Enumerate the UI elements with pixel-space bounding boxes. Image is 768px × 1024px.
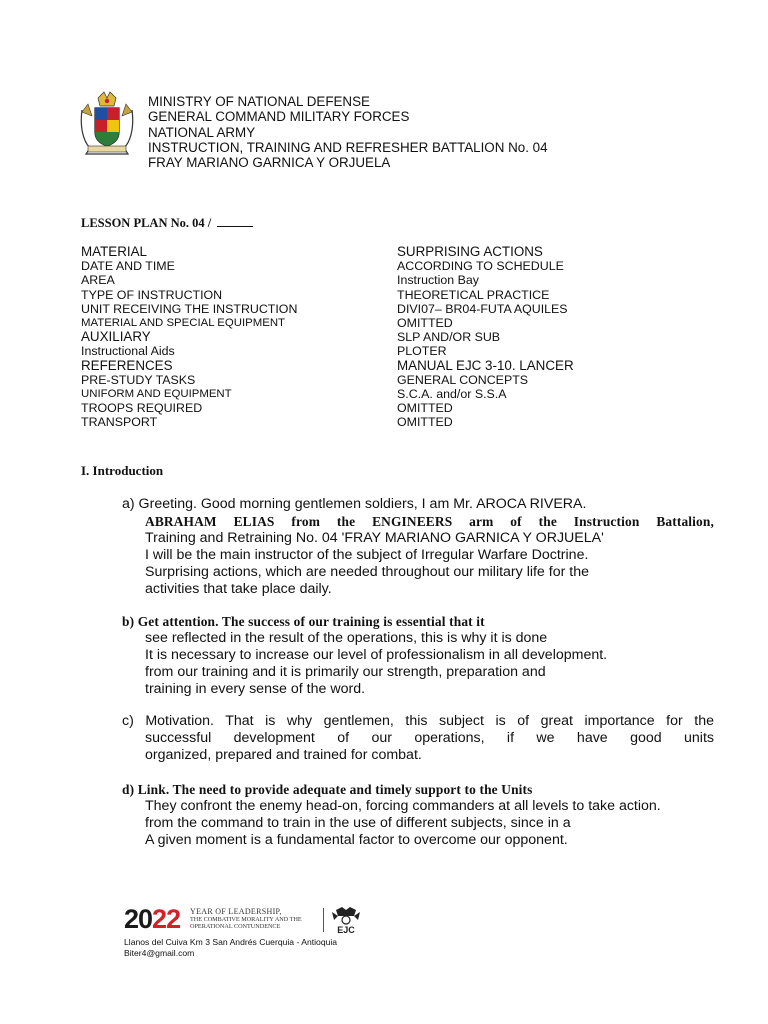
detail-value: PLOTER [397, 344, 447, 359]
detail-row [81, 344, 701, 358]
paragraph-line: It is necessary to increase our level of professionalism in all development. [145, 647, 608, 663]
detail-value: SURPRISING ACTIONS [397, 244, 543, 259]
detail-row [81, 373, 701, 387]
detail-row [81, 387, 701, 401]
paragraph-line: They confront the enemy head-on, forcing commanders at all levels to take action. [145, 798, 661, 814]
detail-label: DATE AND TIME [81, 259, 175, 274]
paragraph-greeting [122, 496, 714, 598]
army-line: NATIONAL ARMY [148, 124, 256, 140]
paragraph-line: A given moment is a fundamental factor to overcome our opponent. [145, 832, 568, 848]
detail-label: PRE-STUDY TASKS [81, 372, 196, 387]
detail-value: DIVI07– BR04-FUTA AQUILES [397, 301, 568, 316]
paragraph-line: d) Link. The need to provide adequate and timely support to the Units [122, 782, 533, 797]
detail-row [81, 415, 701, 429]
lesson-details-table [81, 245, 701, 429]
detail-value: MANUAL EJC 3-10. LANCER [397, 357, 574, 373]
paragraph-line: see reflected in the result of the operations, this is why it is done [145, 630, 548, 646]
detail-label: Instructional Aids [81, 344, 175, 359]
year-suffix: 22 [152, 904, 181, 934]
paragraph-motivation [122, 713, 714, 764]
detail-row [81, 245, 701, 259]
letterhead [148, 94, 548, 170]
paragraph-line: from our training and it is primarily our strength, preparation and [145, 664, 546, 680]
detail-value: S.C.A. and/or S.S.A [397, 386, 507, 401]
paragraph-line: Training and Retraining No. 04 'FRAY MARIANO GARNICA Y ORJUELA' [145, 530, 604, 546]
paragraph-line: training in every sense of the word. [145, 681, 366, 697]
year-2022-logo [124, 904, 180, 934]
paragraph-line: Surprising actions, which are needed throughout our military life for the [145, 564, 589, 580]
detail-label: MATERIAL AND SPECIAL EQUIPMENT [81, 316, 286, 329]
paragraph-link [122, 781, 714, 849]
detail-label: MATERIAL [81, 244, 147, 259]
paragraph-line: successful development of our operations, if we have good units [145, 730, 714, 746]
detail-label: UNIFORM AND EQUIPMENT [81, 387, 232, 400]
detail-label: AREA [81, 273, 115, 288]
detail-value: GENERAL CONCEPTS [397, 372, 529, 387]
detail-row [81, 316, 701, 330]
detail-value: SLP AND/OR SUB [397, 330, 501, 345]
detail-label: TROOPS REQUIRED [81, 401, 203, 416]
detail-value: Instruction Bay [397, 273, 479, 288]
lesson-plan-title [81, 216, 253, 231]
paragraph-line: I will be the main instructor of the subject of Irregular Warfare Doctrine. [145, 547, 589, 563]
paragraph-line: c) Motivation. That is why gentlemen, this subject is of great importance for the [122, 713, 714, 729]
detail-row [81, 288, 701, 302]
motto-line: OPERATIONAL CONTUNDENCE [190, 923, 281, 930]
ejc-logo-icon [328, 906, 364, 934]
detail-label: UNIT RECEIVING THE INSTRUCTION [81, 301, 298, 316]
detail-value: THEORETICAL PRACTICE [397, 287, 550, 302]
footer-contact [124, 937, 337, 958]
lesson-plan-title-text: LESSON PLAN No. 04 / [81, 216, 212, 230]
detail-label: REFERENCES [81, 357, 173, 373]
paragraph-line: activities that take place daily. [145, 581, 332, 597]
battalion-name-line: FRAY MARIANO GARNICA Y ORJUELA [148, 155, 391, 171]
detail-value: OMITTED [397, 415, 453, 430]
paragraph-attention [122, 613, 714, 698]
paragraph-line: ABRAHAM ELIAS from the ENGINEERS arm of the Instruction Battalion, [145, 514, 714, 529]
ministry-line: MINISTRY OF NATIONAL DEFENSE [148, 94, 370, 109]
year-prefix: 20 [124, 904, 153, 934]
year-motto [190, 908, 302, 931]
footer-divider [323, 908, 324, 932]
paragraph-line: a) Greeting. Good morning gentlemen soldiers, I am Mr. AROCA RIVERA. [122, 496, 587, 512]
paragraph-line: from the command to train in the use of different subjects, since in a [145, 815, 571, 831]
introduction-heading: I. Introduction [81, 463, 164, 478]
paragraph-line: organized, prepared and trained for combat. [145, 747, 422, 763]
command-line: GENERAL COMMAND MILITARY FORCES [148, 109, 410, 125]
detail-label: AUXILIARY [81, 329, 151, 345]
detail-label: TRANSPORT [81, 415, 158, 430]
detail-row [81, 359, 701, 373]
detail-value: OMITTED [397, 401, 453, 416]
army-crest-icon [78, 90, 136, 158]
ejc-logo-text: EJC [337, 925, 355, 934]
detail-label: TYPE OF INSTRUCTION [81, 287, 223, 302]
detail-value: OMITTED [397, 315, 453, 330]
detail-row [81, 273, 701, 287]
paragraph-line: b) Get attention. The success of our training is essential that it [122, 614, 485, 629]
lesson-plan-blank-line [217, 217, 253, 227]
detail-row [81, 401, 701, 415]
motto-line: YEAR OF LEADERSHIP, [190, 907, 282, 916]
battalion-line: INSTRUCTION, TRAINING AND REFRESHER BATTALION No. 04 [148, 139, 548, 155]
footer-email: Biter4@gmail.com [124, 947, 195, 958]
footer-address-line: Llanos del Cuiva Km 3 San Andrés Cuerquia - Antioquia [124, 937, 338, 947]
motto-line: THE COMBATIVE MORALITY AND THE [190, 915, 302, 923]
detail-value: ACCORDING TO SCHEDULE [397, 259, 564, 274]
detail-row [81, 259, 701, 273]
detail-row [81, 330, 701, 344]
detail-row [81, 302, 701, 316]
